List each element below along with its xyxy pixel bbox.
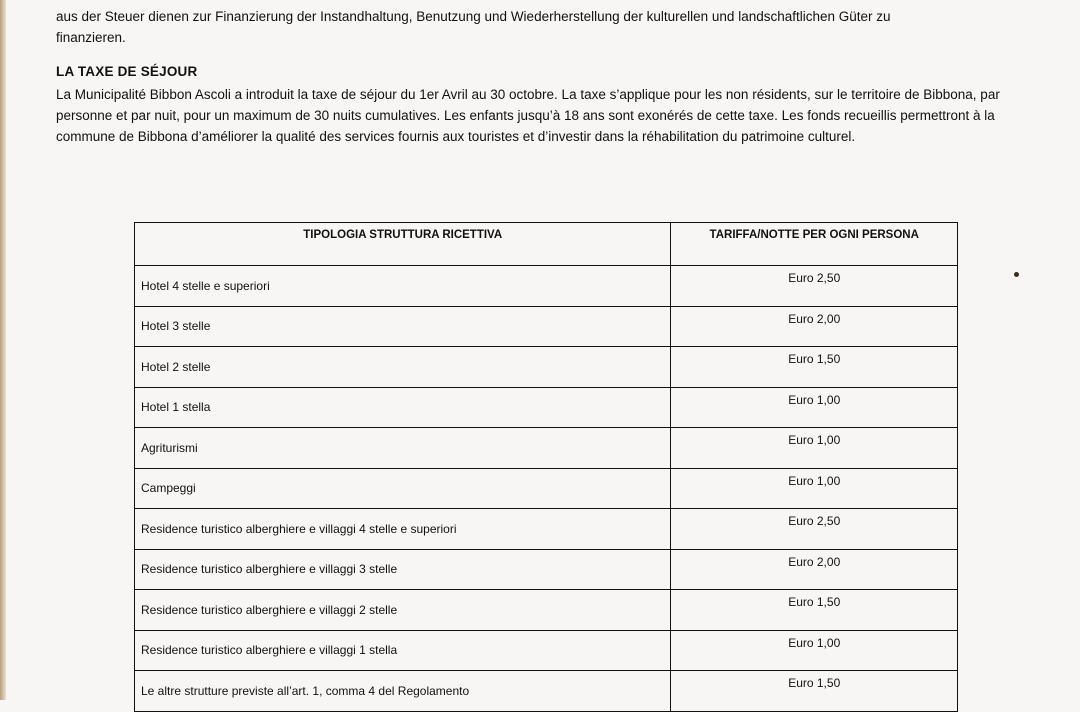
table-header-row — [135, 223, 958, 266]
page-edge — [0, 0, 6, 700]
cell-rate: Euro 2,50 — [671, 509, 958, 550]
cell-type: Hotel 4 stelle e superiori — [135, 266, 671, 307]
table-row — [135, 266, 958, 307]
cell-type: Residence turistico alberghiere e villaggi 2 stelle — [135, 590, 671, 631]
tax-rate-table — [134, 222, 958, 712]
cell-type: Hotel 2 stelle — [135, 347, 671, 388]
table-row — [135, 306, 958, 347]
intro-paragraph — [56, 6, 1036, 48]
table-row — [135, 509, 958, 550]
cell-type: Residence turistico alberghiere e villaggi 1 stella — [135, 630, 671, 671]
cell-type: Hotel 3 stelle — [135, 306, 671, 347]
table-row — [135, 428, 958, 469]
section-paragraph: La Municipalité Bibbon Ascoli a introduit la taxe de séjour du 1er Avril au 30 octobre. La taxe s’applique pour les non résidents, sur le territoire de Bibbona, par personne et par nuit, pour un maximum de 30 nuits cumulatives. Les enfants jusqu’à 18 ans sont exonérés de cette taxe. Les fonds recueillis permettront à la commune de Bibbona d’améliorer la qualité des services fournis aux touristes et d’investir dans la réhabilitation du patrimoine culturel. — [56, 87, 1000, 144]
cell-type: Campeggi — [135, 468, 671, 509]
intro-line-1: aus der Steuer dienen zur Finanzierung der Instandhaltung, Benutzung und Wiederherstellung der kulturellen und landschaftlichen Güter zu — [56, 9, 891, 24]
cell-rate: Euro 2,00 — [671, 549, 958, 590]
cell-type: Residence turistico alberghiere e villaggi 4 stelle e superiori — [135, 509, 671, 550]
table-row — [135, 630, 958, 671]
cell-rate: Euro 1,00 — [671, 387, 958, 428]
table-row — [135, 468, 958, 509]
intro-line-2: finanzieren. — [56, 30, 126, 45]
table-row — [135, 347, 958, 388]
cell-type: Le altre strutture previste all’art. 1, comma 4 del Regolamento — [135, 671, 671, 712]
table-row — [135, 590, 958, 631]
cell-type: Residence turistico alberghiere e villaggi 3 stelle — [135, 549, 671, 590]
cell-rate: Euro 1,50 — [671, 590, 958, 631]
header-rate: TARIFFA/NOTTE PER OGNI PERSONA — [671, 223, 958, 266]
cell-rate: Euro 2,50 — [671, 266, 958, 307]
section-heading: LA TAXE DE SÉJOUR — [56, 64, 198, 79]
table-row — [135, 671, 958, 712]
cell-rate: Euro 2,00 — [671, 306, 958, 347]
table-row — [135, 387, 958, 428]
cell-rate: Euro 1,00 — [671, 630, 958, 671]
cell-rate: Euro 1,00 — [671, 468, 958, 509]
header-type: TIPOLOGIA STRUTTURA RICETTIVA — [135, 223, 671, 266]
cell-rate: Euro 1,00 — [671, 428, 958, 469]
cell-rate: Euro 1,50 — [671, 347, 958, 388]
table-row — [135, 549, 958, 590]
cell-type: Hotel 1 stella — [135, 387, 671, 428]
cell-type: Agriturismi — [135, 428, 671, 469]
ink-dot — [1014, 272, 1019, 277]
cell-rate: Euro 1,50 — [671, 671, 958, 712]
